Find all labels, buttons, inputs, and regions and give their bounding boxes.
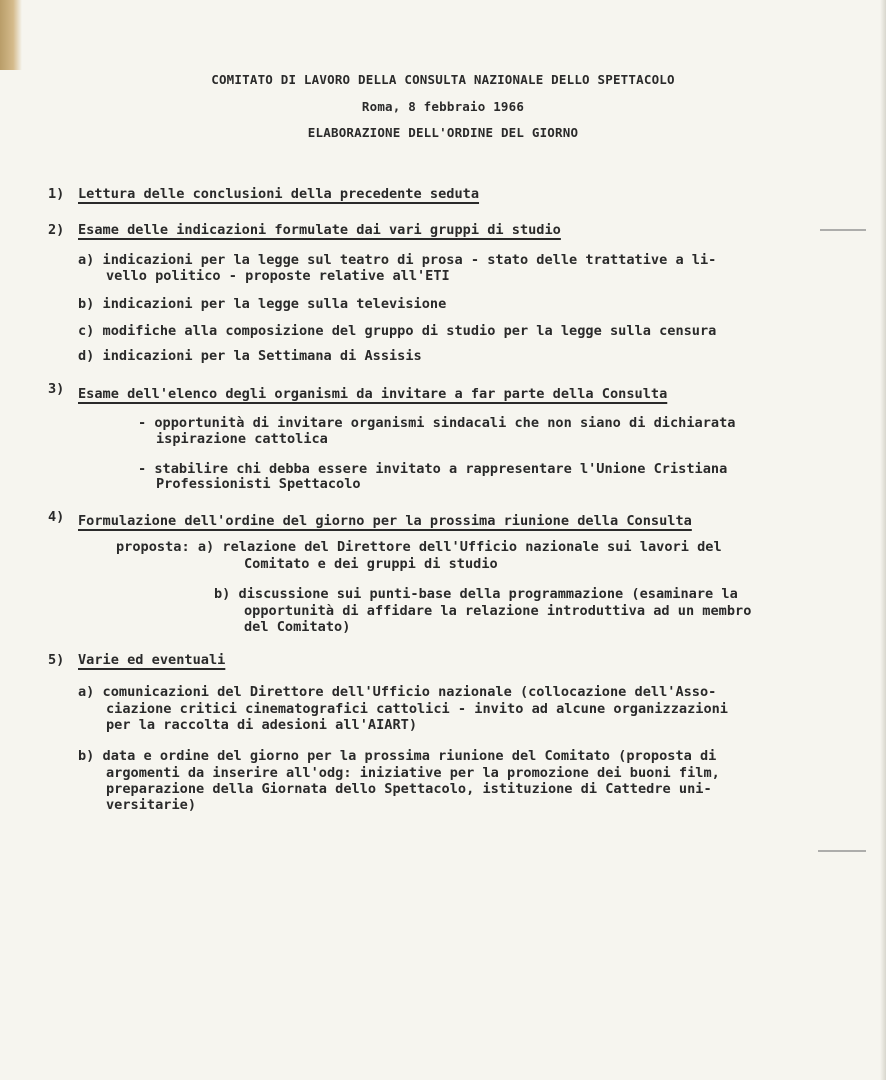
margin-mark (820, 229, 866, 231)
item-text-line: a) indicazioni per la legge sul teatro di prosa - stato delle trattative a li- (78, 252, 717, 268)
item-title: Varie ed eventuali (78, 652, 226, 668)
item-number: 1) (48, 186, 65, 202)
item-text-line: b) discussione sui punti-base della programmazione (esaminare la (214, 586, 738, 602)
item-text-line: per la raccolta di adesioni all'AIART) (106, 717, 417, 733)
item-text-line: opportunità di affidare la relazione introduttiva ad un membro (244, 603, 752, 619)
item-title: Formulazione dell'ordine del giorno per la prossima riunione della Consulta (78, 513, 692, 529)
item-text-line: a) comunicazioni del Direttore dell'Ufficio nazionale (collocazione dell'Asso- (78, 684, 717, 700)
margin-mark (818, 850, 866, 852)
item-text-line: c) modifiche alla composizione del gruppo di studio per la legge sulla censura (78, 323, 717, 339)
item-text-line: - opportunità di invitare organismi sindacali che non siano di dichiarata (138, 415, 736, 431)
document-subtitle: ELABORAZIONE DELL'ORDINE DEL GIORNO (307, 125, 579, 140)
item-text-line: b) data e ordine del giorno per la prossima riunione del Comitato (proposta di (78, 748, 717, 764)
item-text-line: preparazione della Giornata dello Spettacolo, istituzione di Cattedre uni- (106, 781, 712, 797)
item-text-line: argomenti da inserire all'odg: iniziative per la promozione dei buoni film, (106, 765, 720, 781)
item-title: Esame dell'elenco degli organismi da invitare a far parte della Consulta (78, 386, 668, 402)
document-title: COMITATO DI LAVORO DELLA CONSULTA NAZIONALE DELLO SPETTACOLO (211, 72, 675, 87)
item-text-line: b) indicazioni per la legge sulla televisione (78, 296, 447, 312)
item-text-line: ispirazione cattolica (156, 431, 328, 447)
item-text-line: del Comitato) (244, 619, 351, 635)
item-text-line: proposta: a) relazione del Direttore dell'Ufficio nazionale sui lavori del (116, 539, 722, 555)
item-title: Lettura delle conclusioni della precedente seduta (78, 186, 480, 202)
item-number: 5) (48, 652, 65, 668)
paper-stain (0, 0, 22, 70)
item-number: 2) (48, 222, 65, 238)
item-number: 4) (48, 509, 65, 525)
item-text-line: Professionisti Spettacolo (156, 476, 361, 492)
item-text-line: ciazione critici cinematografici cattolici - invito ad alcune organizzazioni (106, 701, 728, 717)
document-date: Roma, 8 febbraio 1966 (361, 99, 525, 114)
item-text-line: Comitato e dei gruppi di studio (244, 556, 498, 572)
item-text-line: - stabilire chi debba essere invitato a rappresentare l'Unione Cristiana (138, 461, 728, 477)
item-number: 3) (48, 381, 65, 397)
item-text-line: vello politico - proposte relative all'ETI (106, 268, 450, 284)
paper-edge (880, 0, 886, 1080)
item-title: Esame delle indicazioni formulate dai vari gruppi di studio (78, 222, 561, 238)
item-text-line: d) indicazioni per la Settimana di Assisis (78, 348, 422, 364)
item-text-line: versitarie) (106, 797, 197, 813)
